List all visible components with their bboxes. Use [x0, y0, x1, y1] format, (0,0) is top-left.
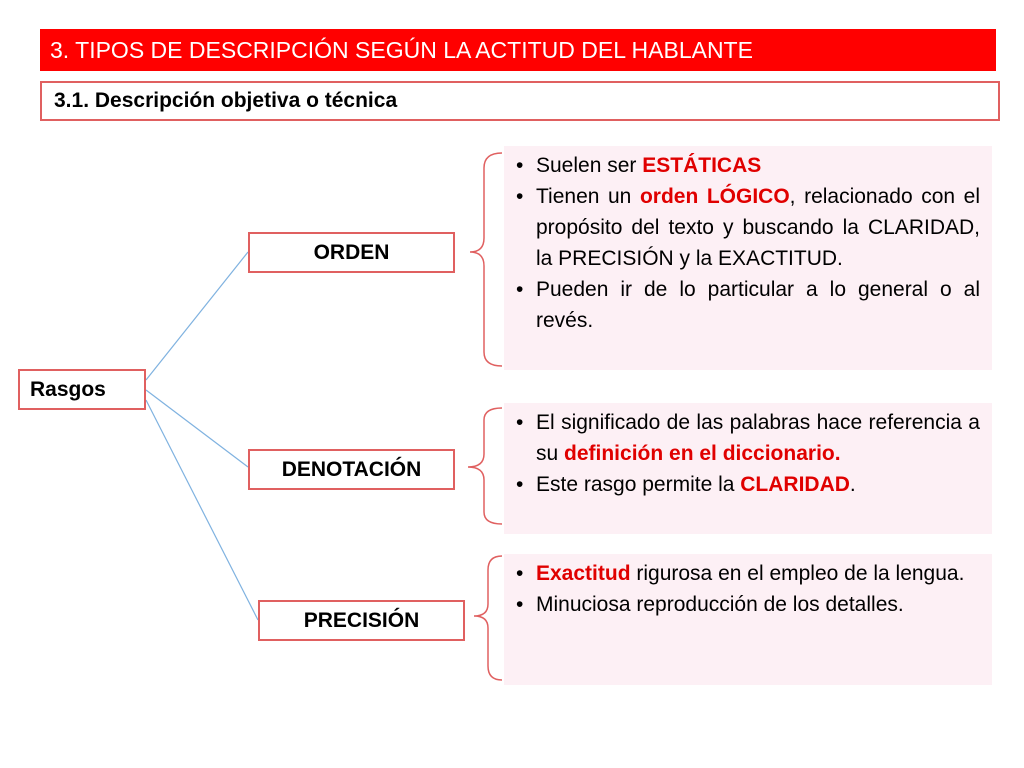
- connector-root-orden: [146, 252, 248, 380]
- connector-root-denotacion: [146, 390, 248, 467]
- bullet-item: • El significado de las palabras hace referencia a su definición en el diccionario.: [514, 407, 980, 469]
- denotacion-description-panel: [504, 403, 992, 534]
- root-node-rasgos: Rasgos: [18, 369, 146, 410]
- branch-node-denotacion: DENOTACIÓN: [248, 449, 455, 490]
- bullet-item: • Tienen un orden LÓGICO, relacionado con el propósito del texto y buscando la CLARIDAD, la PRECISIÓN y la EXACTITUD.: [514, 181, 980, 274]
- bullet-item: • Suelen ser ESTÁTICAS: [514, 150, 980, 181]
- slide-title: 3. TIPOS DE DESCRIPCIÓN SEGÚN LA ACTITUD DEL HABLANTE: [40, 29, 996, 71]
- bullet-item: • Minuciosa reproducción de los detalles.: [514, 589, 980, 620]
- bracket-denotacion: [468, 408, 502, 524]
- orden-description-panel: [504, 146, 992, 370]
- bullet-item: • Pueden ir de lo particular a lo general o al revés.: [514, 274, 980, 336]
- branch-node-precision: PRECISIÓN: [258, 600, 465, 641]
- branch-node-orden: ORDEN: [248, 232, 455, 273]
- bullet-item: • Este rasgo permite la CLARIDAD.: [514, 469, 980, 500]
- bullet-item: • Exactitud rigurosa en el empleo de la lengua.: [514, 558, 980, 589]
- bracket-precision: [474, 556, 502, 680]
- section-subtitle: 3.1. Descripción objetiva o técnica: [40, 81, 1000, 121]
- bracket-orden: [470, 153, 502, 366]
- precision-description-panel: [504, 554, 992, 685]
